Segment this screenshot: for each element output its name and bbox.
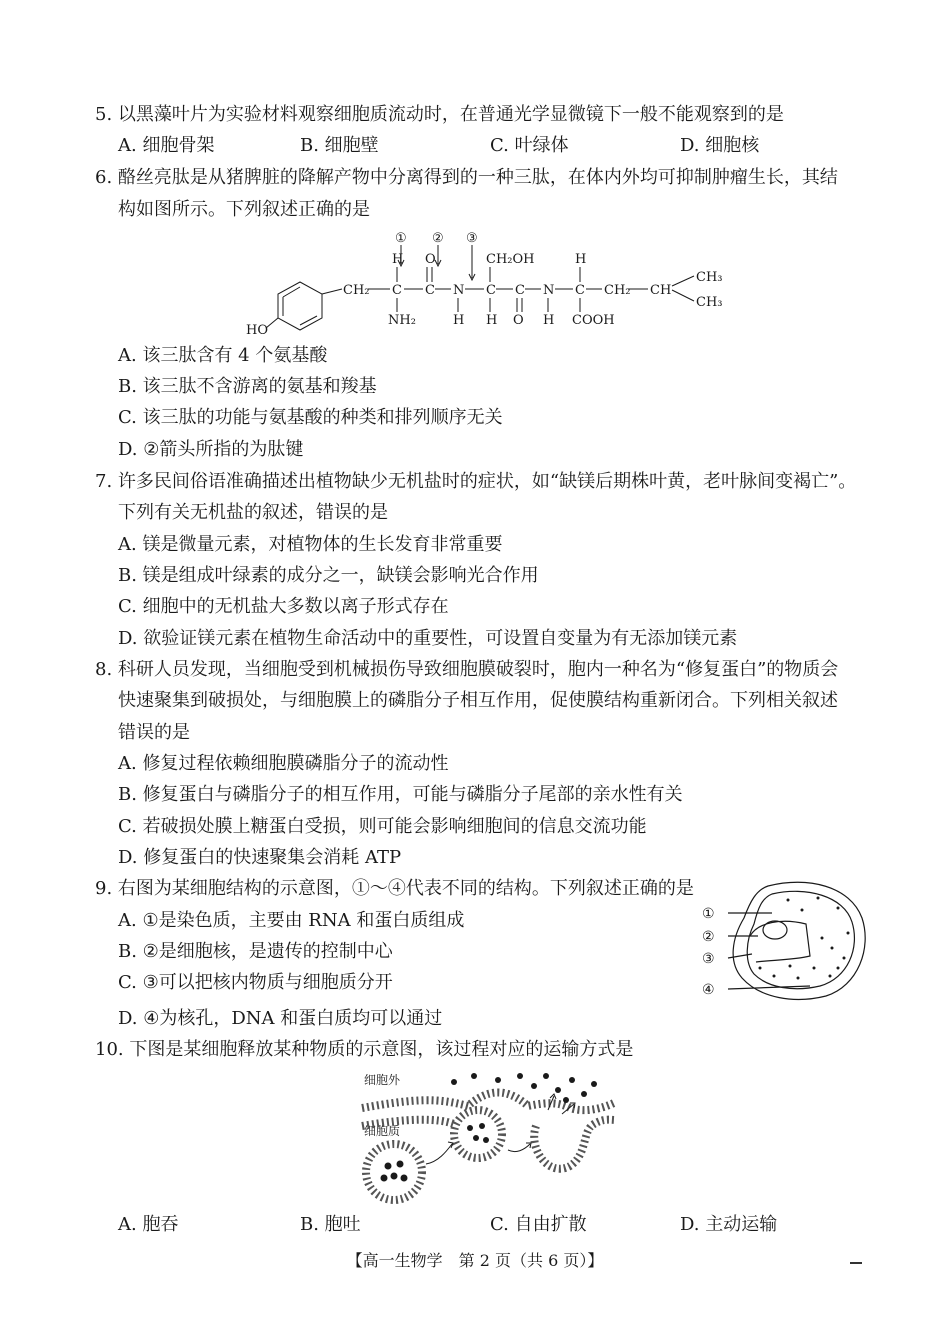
q10-option-c: C. 自由扩散 — [490, 1214, 587, 1235]
label-inside: 细胞质 — [364, 1124, 401, 1138]
marker-3: ③ — [466, 231, 478, 246]
atom-ch2-right: CH₂ — [604, 283, 631, 298]
q6-option-b: B. 该三肽不含游离的氨基和羧基 — [118, 376, 377, 397]
q10-option-b: B. 胞吐 — [300, 1214, 361, 1235]
q6-option-d: D. ②箭头所指的为肽键 — [118, 439, 304, 460]
atom-c4: C — [515, 283, 525, 298]
marker-1: ① — [395, 231, 407, 246]
q9-option-d: D. ④为核孔，DNA 和蛋白质均可以通过 — [118, 1008, 443, 1029]
corner-mark — [850, 1262, 862, 1264]
q10-option-d: D. 主动运输 — [680, 1214, 778, 1235]
atom-h-top1: H — [392, 252, 404, 267]
q5-option-a: A. 细胞骨架 — [118, 135, 215, 156]
q7-option-c: C. 细胞中的无机盐大多数以离子形式存在 — [118, 596, 449, 617]
q6-option-a: A. 该三肽含有 4 个氨基酸 — [118, 345, 328, 366]
cell-label-3: ③ — [702, 951, 715, 967]
atom-h-bottom2: H — [486, 313, 498, 328]
atom-c3: C — [486, 283, 496, 298]
atom-ch3-top: CH₃ — [696, 270, 723, 285]
atom-nh2: NH₂ — [388, 313, 416, 328]
atom-h-bottom3: H — [543, 313, 555, 328]
atom-ch2-left: CH₂ — [343, 283, 370, 298]
q8-stem-line2: 快速聚集到破损处，与细胞膜上的磷脂分子相互作用，促使膜结构重新闭合。下列相关叙述 — [118, 690, 838, 711]
atom-ch: CH — [650, 283, 672, 298]
atom-c1: C — [392, 283, 402, 298]
exocytosis-figure — [358, 1068, 620, 1208]
atom-ch2oh: CH₂OH — [486, 252, 535, 267]
atom-n1: N — [453, 283, 465, 298]
q9-option-a: A. ①是染色质，主要由 RNA 和蛋白质组成 — [118, 910, 465, 931]
atom-h-top2: H — [575, 252, 587, 267]
q8-stem-line1: 8. 科研人员发现，当细胞受到机械损伤导致细胞膜破裂时，胞内一种名为“修复蛋白”的物质会 — [95, 659, 839, 680]
atom-ho: HO — [246, 323, 268, 338]
q7-option-d: D. 欲验证镁元素在植物生命活动中的重要性，可设置自变量为有无添加镁元素 — [118, 628, 738, 649]
atom-o-top: O — [425, 252, 436, 267]
q7-option-a: A. 镁是微量元素，对植物体的生长发育非常重要 — [118, 534, 503, 555]
q5-option-c: C. 叶绿体 — [490, 135, 569, 156]
q5-option-d: D. 细胞核 — [680, 135, 760, 156]
q9-option-c: C. ③可以把核内物质与细胞质分开 — [118, 972, 393, 993]
q6-stem-line2: 构如图所示。下列叙述正确的是 — [118, 199, 370, 220]
q10-stem: 10. 下图是某细胞释放某种物质的示意图，该过程对应的运输方式是 — [95, 1039, 634, 1060]
q7-option-b: B. 镁是组成叶绿素的成分之一，缺镁会影响光合作用 — [118, 565, 539, 586]
atom-h-bottom1: H — [453, 313, 465, 328]
q9-option-b: B. ②是细胞核，是遗传的控制中心 — [118, 941, 393, 962]
q6-stem-line1: 6. 酪丝亮肽是从猪脾脏的降解产物中分离得到的一种三肽，在体内外均可抑制肿瘤生长，其结 — [95, 167, 838, 188]
tripeptide-structure-figure — [240, 226, 730, 341]
page-footer: 【高一生物学 第 2 页（共 6 页）】 — [346, 1251, 604, 1270]
atom-o-bottom: O — [513, 313, 524, 328]
cell-label-2: ② — [702, 929, 715, 945]
atom-n2: N — [543, 283, 555, 298]
q8-option-a: A. 修复过程依赖细胞膜磷脂分子的流动性 — [118, 753, 449, 774]
q10-option-a: A. 胞吞 — [118, 1214, 179, 1235]
atom-c2: C — [425, 283, 435, 298]
atom-ch3-bottom: CH₃ — [696, 295, 723, 310]
q8-option-d: D. 修复蛋白的快速聚集会消耗 ATP — [118, 847, 402, 868]
cell-label-4: ④ — [702, 982, 715, 998]
q7-stem-line2: 下列有关无机盐的叙述，错误的是 — [118, 502, 388, 523]
q6-option-c: C. 该三肽的功能与氨基酸的种类和排列顺序无关 — [118, 407, 503, 428]
nucleus-structure-figure — [698, 878, 878, 1006]
q5-stem: 5. 以黑藻叶片为实验材料观察细胞质流动时，在普通光学显微镜下一般不能观察到的是 — [95, 104, 784, 125]
q8-option-b: B. 修复蛋白与磷脂分子的相互作用，可能与磷脂分子尾部的亲水性有关 — [118, 784, 683, 805]
atom-c5: C — [575, 283, 585, 298]
q8-stem-line3: 错误的是 — [118, 722, 190, 743]
atom-cooh: COOH — [572, 313, 615, 328]
cell-label-1: ① — [702, 906, 715, 922]
label-outside: 细胞外 — [364, 1073, 401, 1087]
marker-2: ② — [432, 231, 444, 246]
q5-option-b: B. 细胞壁 — [300, 135, 379, 156]
q7-stem-line1: 7. 许多民间俗语准确描述出植物缺少无机盐时的症状，如“缺镁后期株叶黄，老叶脉间变褐亡”。 — [95, 471, 857, 492]
q9-stem: 9. 右图为某细胞结构的示意图，①～④代表不同的结构。下列叙述正确的是 — [95, 878, 694, 899]
q8-option-c: C. 若破损处膜上糖蛋白受损，则可能会影响细胞间的信息交流功能 — [118, 816, 647, 837]
